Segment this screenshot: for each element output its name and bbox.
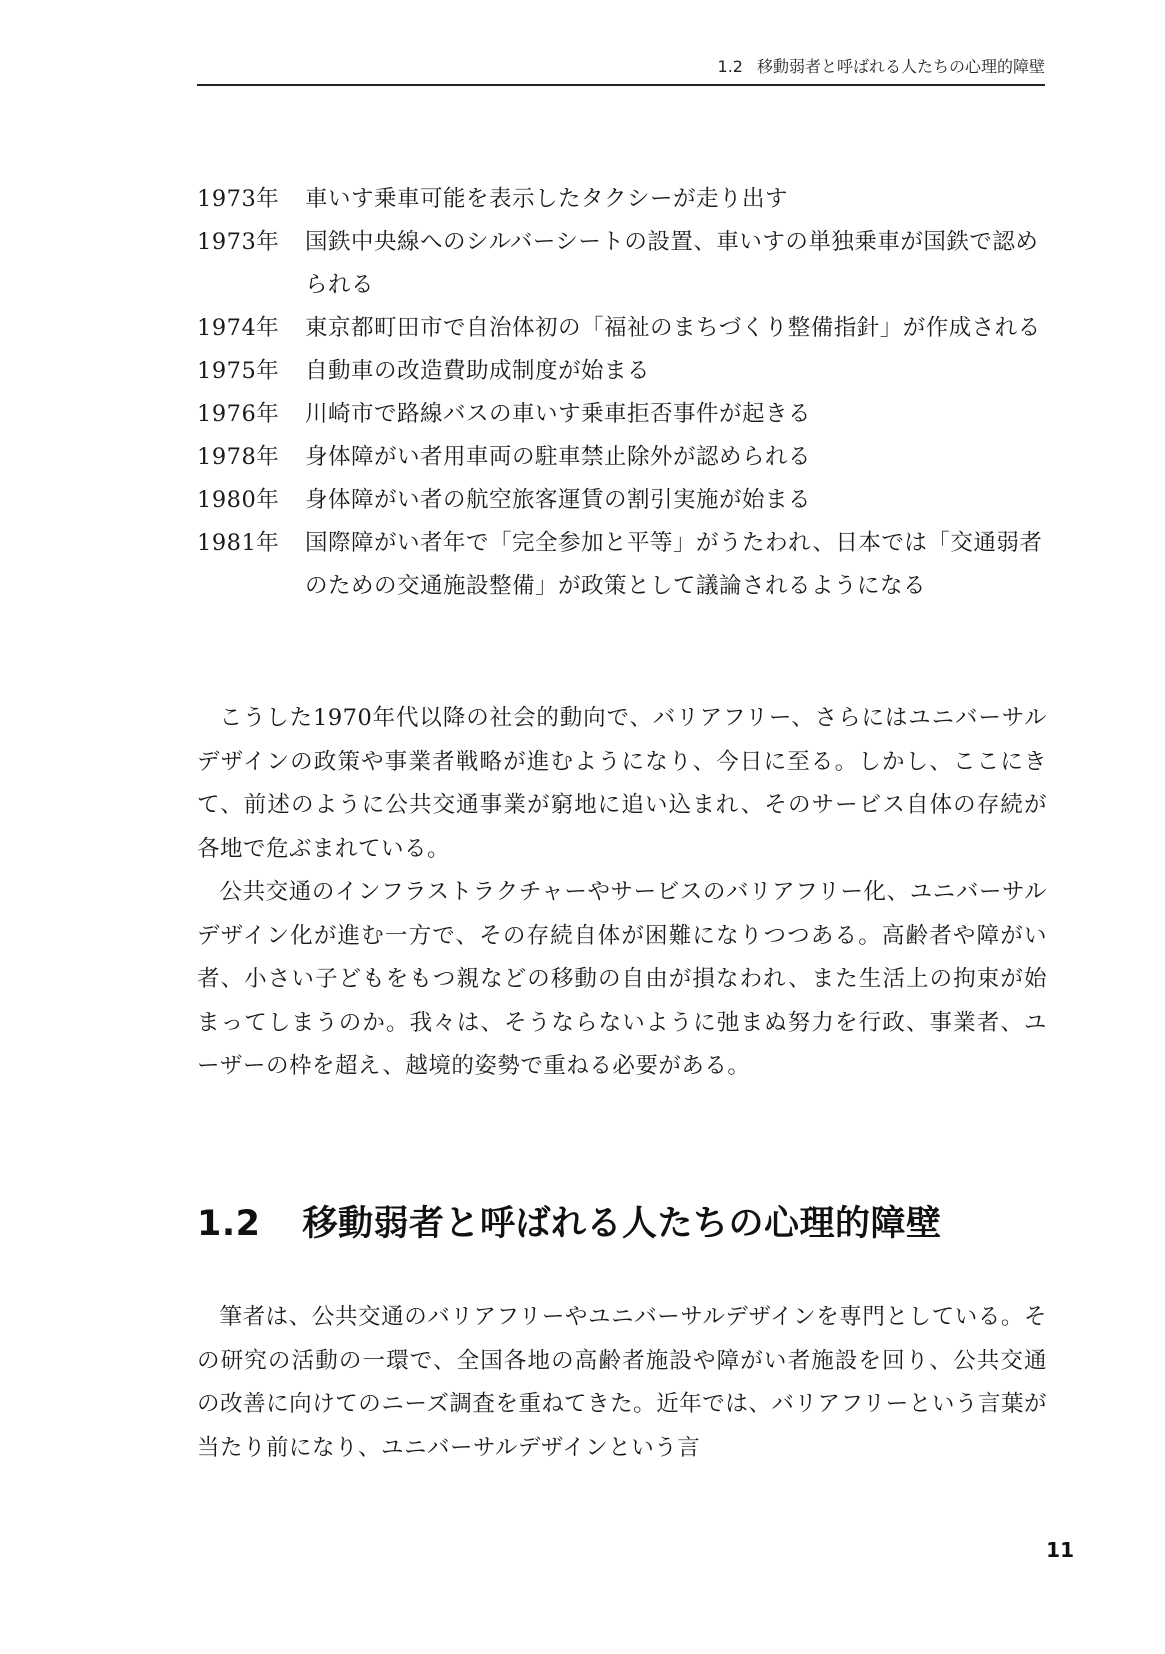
body-paragraph: 筆者は、公共交通のバリアフリーやユニバーサルデザインを専門としている。その研究の活動の一環で、全国各地の高齢者施設や障がい者施設を回り、公共交通の改善に向けてのニーズ調査を重ねてきた。近年では、バリアフリーという言葉が当たり前になり、ユニバーサルデザインという言: [197, 1304, 1047, 1461]
running-header: [197, 56, 1045, 86]
chronology-item: [197, 350, 1047, 393]
chronology-event: 身体障がい者用車両の駐車禁止除外が認められる: [305, 444, 812, 470]
chronology-item: [197, 178, 1047, 221]
chronology-year: 1978年: [197, 444, 280, 470]
chronology-year: 1975年: [197, 358, 280, 384]
chronology-item: [197, 307, 1047, 350]
chronology-item: [197, 522, 1047, 608]
chronology-item: [197, 436, 1047, 479]
page-number: 11: [1046, 1538, 1074, 1562]
chronology-event: 身体障がい者の航空旅客運賃の割引実施が始まる: [305, 487, 812, 513]
chronology-item: [197, 393, 1047, 436]
chronology-year: 1981年: [197, 530, 280, 556]
body-text-before-section: [197, 697, 1047, 1089]
section-heading-title: 移動弱者と呼ばれる人たちの心理的障壁: [302, 1204, 942, 1244]
running-header-section-number: 1.2: [717, 57, 743, 76]
body-text-after-section: [197, 1296, 1047, 1470]
chronology-item: [197, 479, 1047, 522]
chronology-event: 車いす乗車可能を表示したタクシーが走り出す: [305, 186, 789, 212]
section-heading: [197, 1200, 942, 1248]
chronology-event: 国鉄中央線へのシルバーシートの設置、車いすの単独乗車が国鉄で認められる: [305, 229, 1039, 298]
chronology-item: [197, 221, 1047, 307]
chronology-event: 東京都町田市で自治体初の「福祉のまちづくり整備指針」が作成される: [305, 315, 1041, 341]
chronology-year: 1976年: [197, 401, 280, 427]
chronology-list: [197, 178, 1047, 608]
body-paragraph: こうした1970年代以降の社会的動向で、バリアフリー、さらにはユニバーサルデザインの政策や事業者戦略が進むようになり、今日に至る。しかし、ここにきて、前述のように公共交通事業が窮地に追い込まれ、そのサービス自体の存続が各地で危ぶまれている。: [197, 705, 1047, 862]
chronology-event: 自動車の改造費助成制度が始まる: [305, 358, 651, 384]
chronology-event: 国際障がい者年で「完全参加と平等」がうたわれ、日本では「交通弱者のための交通施設整備」が政策として議論されるようになる: [305, 530, 1043, 599]
chronology-year: 1973年: [197, 186, 280, 212]
chronology-event: 川崎市で路線バスの車いす乗車拒否事件が起きる: [305, 401, 812, 427]
section-heading-number: 1.2: [197, 1204, 261, 1244]
chronology-year: 1980年: [197, 487, 280, 513]
chronology-year: 1973年: [197, 229, 280, 255]
running-header-section-title: 移動弱者と呼ばれる人たちの心理的障壁: [756, 57, 1045, 76]
body-paragraph: 公共交通のインフラストラクチャーやサービスのバリアフリー化、ユニバーサルデザイン化が進む一方で、その存続自体が困難になりつつある。高齢者や障がい者、小さい子どもをもつ親などの移動の自由が損なわれ、また生活上の拘束が始まってしまうのか。我々は、そうならないように弛まぬ努力を行政、事業者、ユーザーの枠を超え、越境的姿勢で重ねる必要がある。: [197, 879, 1047, 1079]
chronology-year: 1974年: [197, 315, 280, 341]
